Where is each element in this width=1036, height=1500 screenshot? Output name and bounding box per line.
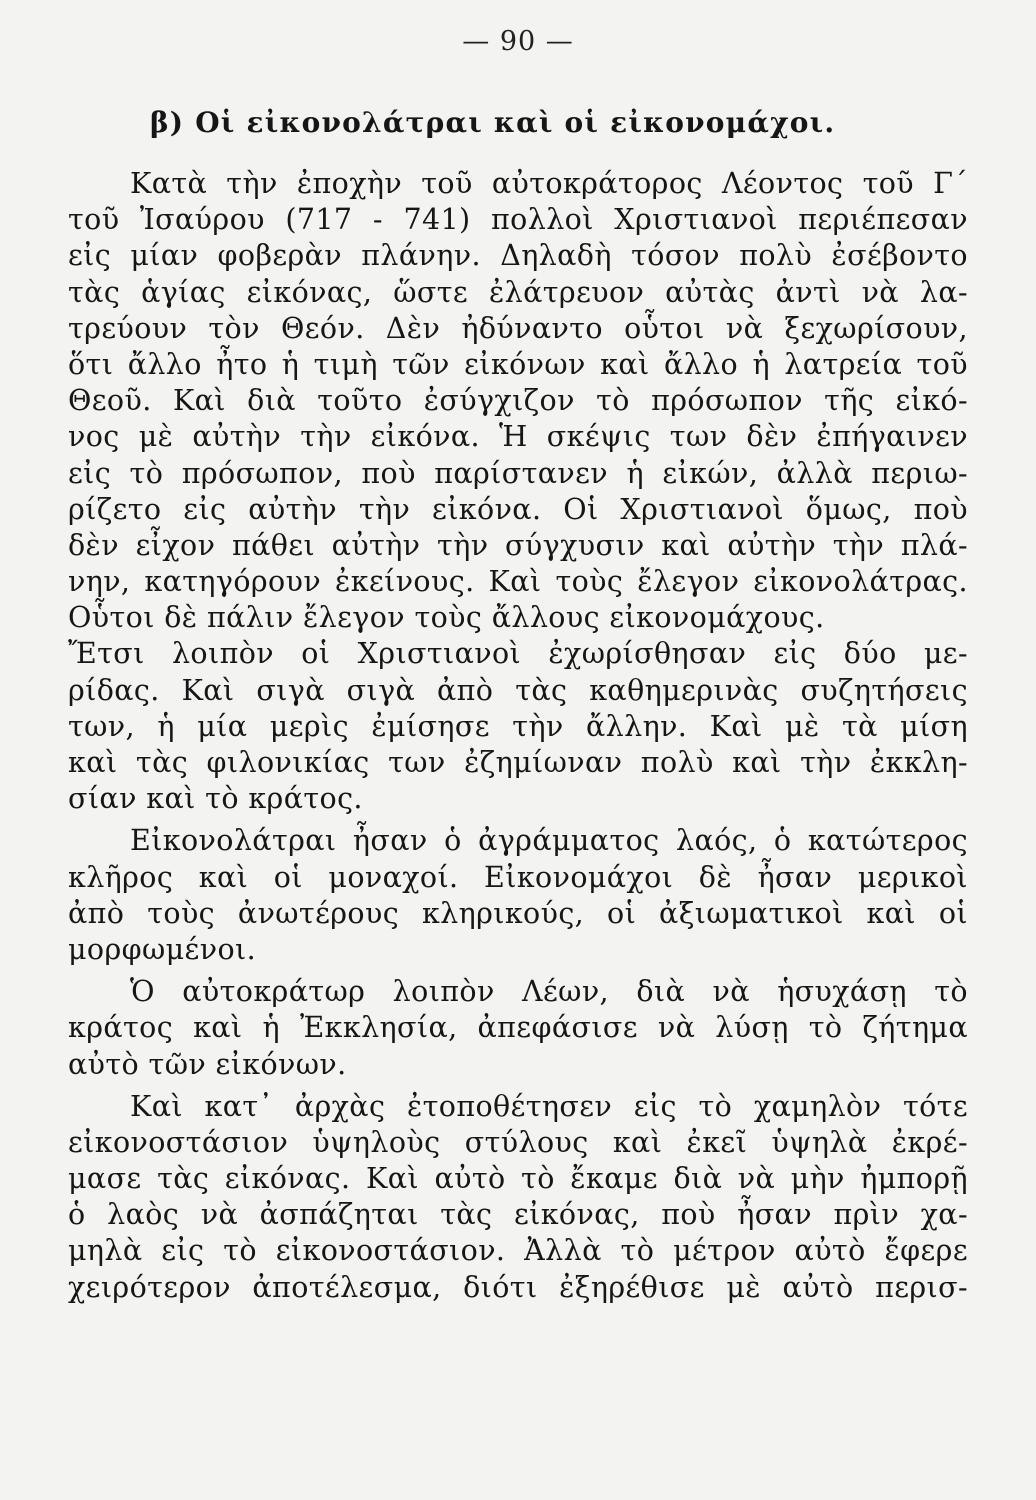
text-line: τὰς ἁγίας εἰκόνας, ὥστε ἐλάτρευον αὐτὰς ἀντὶ νὰ λα- <box>68 275 968 309</box>
text-line: των, ἡ μία μερὶς ἐμίσησε τὴν ἄλλην. Καὶ μὲ τὰ μίση <box>68 709 968 743</box>
text-line: εἰκονοστάσιον ὑψηλοὺς στύλους καὶ ἐκεῖ ὑψηλὰ ἐκρέ- <box>68 1125 968 1159</box>
text-line: εἰς μίαν φοβερὰν πλάνην. Δηλαδὴ τόσον πολὺ ἐσέβοντο <box>68 239 968 273</box>
text-line: δὲν εἶχον πάθει αὐτὴν τὴν σύγχυσιν καὶ αὐτὴν τὴν πλά- <box>68 528 968 562</box>
text-line: νος μὲ αὐτὴν τὴν εἰκόνα. Ἡ σκέψις των δὲν ἐπήγαινεν <box>68 420 968 454</box>
text-line: ρίδας. Καὶ σιγὰ σιγὰ ἀπὸ τὰς καθημερινὰς συζητήσεις <box>68 673 968 707</box>
text-line: Ὁ αὐτοκράτωρ λοιπὸν Λέων, διὰ νὰ ἡσυχάσῃ τὸ <box>130 975 968 1009</box>
text-line: τοῦ Ἰσαύρου (717 - 741) πολλοὶ Χριστιανοὶ περιέπεσαν <box>68 203 968 237</box>
section-heading: β) Οἱ εἰκονολάτραι καὶ οἱ εἰκονομάχοι. <box>150 106 836 139</box>
text-line: αὐτὸ τῶν εἰκόνων. <box>68 1047 347 1081</box>
text-line: κλῆρος καὶ οἱ μοναχοί. Εἰκονομάχοι δὲ ἦσαν μερικοὶ <box>68 860 968 894</box>
text-line: τρεύουν τὸν Θεόν. Δὲν ἠδύναντο οὗτοι νὰ ξεχωρίσουν, <box>68 311 968 345</box>
text-line: σίαν καὶ τὸ κράτος. <box>68 782 363 816</box>
text-line: Καὶ κατ᾿ ἀρχὰς ἐτοποθέτησεν εἰς τὸ χαμηλὸν τότε <box>130 1089 968 1123</box>
body-text <box>68 166 968 1306</box>
text-line: Εἰκονολάτραι ἦσαν ὁ ἀγράμματος λαός, ὁ κατώτερος <box>130 824 968 858</box>
paragraph <box>68 166 968 817</box>
paragraph <box>68 823 968 968</box>
paragraph <box>68 1089 968 1306</box>
text-line: ρίζετο εἰς αὐτὴν τὴν εἰκόνα. Οἱ Χριστιανοὶ ὅμως, ποὺ <box>68 492 968 526</box>
text-line: νην, κατηγόρουν ἐκείνους. Καὶ τοὺς ἔλεγον εἰκονολάτρας. <box>68 565 968 599</box>
text-line: μορφωμένοι. <box>68 932 257 966</box>
page-number: — 90 — <box>462 26 574 57</box>
text-line: Θεοῦ. Καὶ διὰ τοῦτο ἐσύγχιζον τὸ πρόσωπον τῆς εἰκό- <box>68 384 968 418</box>
paragraph <box>68 974 968 1083</box>
text-line: μηλὰ εἰς τὸ εἰκονοστάσιον. Ἀλλὰ τὸ μέτρον αὐτὸ ἔφερε <box>68 1234 968 1268</box>
text-line: Οὗτοι δὲ πάλιν ἔλεγον τοὺς ἄλλους εἰκονομάχους. <box>68 601 825 635</box>
text-line: κράτος καὶ ἡ Ἐκκλησία, ἀπεφάσισε νὰ λύσῃ τὸ ζήτημα <box>68 1011 968 1045</box>
text-line: ὁ λαὸς νὰ ἀσπάζηται τὰς εἰκόνας, ποὺ ἦσαν πρὶν χα- <box>68 1198 968 1232</box>
text-line: Ἔτσι λοιπὸν οἱ Χριστιανοὶ ἐχωρίσθησαν εἰς δύο με- <box>68 637 968 671</box>
text-line: Κατὰ τὴν ἐποχὴν τοῦ αὐτοκράτορος Λέοντος τοῦ Γ΄ <box>130 167 968 200</box>
text-line: ὅτι ἄλλο ἦτο ἡ τιμὴ τῶν εἰκόνων καὶ ἄλλο ἡ λατρεία τοῦ <box>68 347 968 381</box>
text-line: εἰς τὸ πρόσωπον, ποὺ παρίστανεν ἡ εἰκών, ἀλλὰ περιω- <box>68 456 968 490</box>
text-line: μασε τὰς εἰκόνας. Καὶ αὐτὸ τὸ ἔκαμε διὰ νὰ μὴν ἠμπορῇ <box>68 1162 968 1196</box>
text-line: ἀπὸ τοὺς ἀνωτέρους κληρικούς, οἱ ἀξιωματικοὶ καὶ οἱ <box>68 896 968 930</box>
text-line: χειρότερον ἀποτέλεσμα, διότι ἐξηρέθισε μὲ αὐτὸ περισ- <box>68 1270 968 1304</box>
text-line: καὶ τὰς φιλονικίας των ἐζημίωναν πολὺ καὶ τὴν ἐκκλη- <box>68 746 968 779</box>
